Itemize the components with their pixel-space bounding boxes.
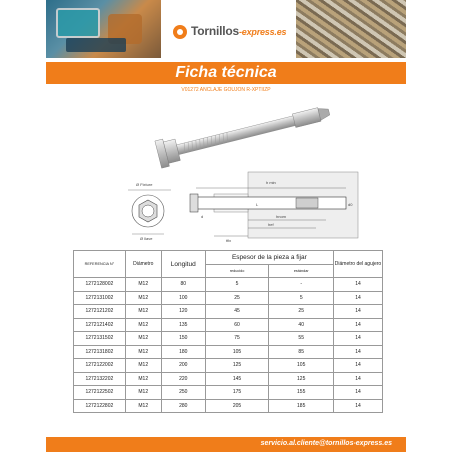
hmin-label: h min bbox=[266, 180, 276, 185]
table-cell: 1272122802 bbox=[74, 399, 126, 413]
table-cell: 60 bbox=[205, 318, 269, 332]
col-reduced: reducido bbox=[205, 264, 269, 278]
fixture-thickness-label: tfix bbox=[226, 238, 232, 243]
table-cell: 5 bbox=[205, 278, 269, 292]
table-cell: 55 bbox=[269, 332, 334, 346]
col-hole: Diámetro del agujero bbox=[334, 251, 383, 278]
table-cell: M12 bbox=[125, 359, 161, 373]
hef-label: hnom bbox=[276, 214, 287, 219]
table-cell: 25 bbox=[205, 291, 269, 305]
col-length: Longitud bbox=[161, 251, 205, 278]
d-label: d bbox=[201, 214, 204, 219]
table-row bbox=[74, 399, 383, 413]
table-cell: 1272122502 bbox=[74, 386, 126, 400]
wrench-size-label: Ø llave bbox=[140, 236, 153, 241]
table-cell: M12 bbox=[125, 372, 161, 386]
table-cell: M12 bbox=[125, 332, 161, 346]
table-cell: 135 bbox=[161, 318, 205, 332]
table-cell: 180 bbox=[161, 345, 205, 359]
table-cell: 1272121202 bbox=[74, 305, 126, 319]
table-cell: M12 bbox=[125, 399, 161, 413]
table-row bbox=[74, 332, 383, 346]
table-row bbox=[74, 386, 383, 400]
footer-bar bbox=[46, 437, 406, 452]
table-cell: 75 bbox=[205, 332, 269, 346]
table-cell: 5 bbox=[269, 291, 334, 305]
tools-photo bbox=[46, 0, 161, 58]
table-cell: 1272122002 bbox=[74, 359, 126, 373]
product-subtitle: V01272 ANCLAJE GOUJON R-XPTIIZP bbox=[181, 87, 271, 93]
table-row bbox=[74, 372, 383, 386]
table-cell: 105 bbox=[205, 345, 269, 359]
table-cell: 185 bbox=[269, 399, 334, 413]
table-row bbox=[74, 291, 383, 305]
anchor-bolt-image bbox=[136, 95, 346, 175]
table-cell: 120 bbox=[161, 305, 205, 319]
table-cell: M12 bbox=[125, 345, 161, 359]
table-cell: 40 bbox=[269, 318, 334, 332]
table-cell: 220 bbox=[161, 372, 205, 386]
section-drawing bbox=[186, 170, 361, 246]
table-cell: 1272128002 bbox=[74, 278, 126, 292]
table-cell: 145 bbox=[205, 372, 269, 386]
table-cell: 14 bbox=[334, 372, 383, 386]
table-cell: 1272131002 bbox=[74, 291, 126, 305]
table-cell: 14 bbox=[334, 305, 383, 319]
table-cell: 105 bbox=[269, 359, 334, 373]
datasheet-page bbox=[46, 0, 406, 452]
table-cell: 125 bbox=[205, 359, 269, 373]
contact-email: servicio.al.cliente@tornillos-express.es bbox=[260, 440, 392, 447]
table-cell: 100 bbox=[161, 291, 205, 305]
table-row bbox=[74, 318, 383, 332]
table-cell: 1272131802 bbox=[74, 345, 126, 359]
table-cell: 14 bbox=[334, 386, 383, 400]
col-diam: Diámetro bbox=[125, 251, 161, 278]
table-cell: 25 bbox=[269, 305, 334, 319]
table-cell: - bbox=[269, 278, 334, 292]
table-cell: 1272131502 bbox=[74, 332, 126, 346]
hnom-label: hef bbox=[268, 222, 274, 227]
table-cell: 155 bbox=[269, 386, 334, 400]
table-cell: 175 bbox=[205, 386, 269, 400]
table-cell: 1272132202 bbox=[74, 372, 126, 386]
table-cell: 14 bbox=[334, 278, 383, 292]
table-row bbox=[74, 278, 383, 292]
table-cell: 14 bbox=[334, 359, 383, 373]
table-cell: 14 bbox=[334, 332, 383, 346]
brand-name: Tornillos-express.es bbox=[191, 24, 287, 38]
specs-table bbox=[73, 250, 383, 413]
col-ref: REFERENCIA N° bbox=[74, 251, 126, 278]
table-row bbox=[74, 305, 383, 319]
table-cell: 45 bbox=[205, 305, 269, 319]
table-cell: M12 bbox=[125, 278, 161, 292]
d0-label: d0 bbox=[348, 202, 353, 207]
screws-photo bbox=[296, 0, 406, 58]
table-row bbox=[74, 359, 383, 373]
table-cell: 85 bbox=[269, 345, 334, 359]
table-cell: 14 bbox=[334, 399, 383, 413]
table-cell: 80 bbox=[161, 278, 205, 292]
length-label: L bbox=[256, 202, 259, 207]
fixture-label: Ø Fixture bbox=[136, 182, 153, 187]
table-cell: 280 bbox=[161, 399, 205, 413]
table-cell: M12 bbox=[125, 305, 161, 319]
title-bar bbox=[46, 62, 406, 84]
brand-logo bbox=[161, 0, 296, 58]
table-cell: 14 bbox=[334, 318, 383, 332]
table-cell: 14 bbox=[334, 291, 383, 305]
table-cell: 1272121402 bbox=[74, 318, 126, 332]
table-cell: 150 bbox=[161, 332, 205, 346]
col-standard: estándar bbox=[269, 264, 334, 278]
table-cell: 250 bbox=[161, 386, 205, 400]
table-cell: M12 bbox=[125, 291, 161, 305]
top-view-drawing bbox=[126, 178, 186, 246]
table-cell: 205 bbox=[205, 399, 269, 413]
table-cell: M12 bbox=[125, 386, 161, 400]
logo-icon bbox=[173, 25, 187, 39]
table-row bbox=[74, 345, 383, 359]
table-cell: 125 bbox=[269, 372, 334, 386]
table-cell: 14 bbox=[334, 345, 383, 359]
table-cell: 200 bbox=[161, 359, 205, 373]
page-title: Ficha técnica bbox=[175, 64, 277, 81]
table-cell: M12 bbox=[125, 318, 161, 332]
col-thickness: Espesor de la pieza a fijar bbox=[205, 251, 333, 265]
header-banner bbox=[46, 0, 406, 58]
